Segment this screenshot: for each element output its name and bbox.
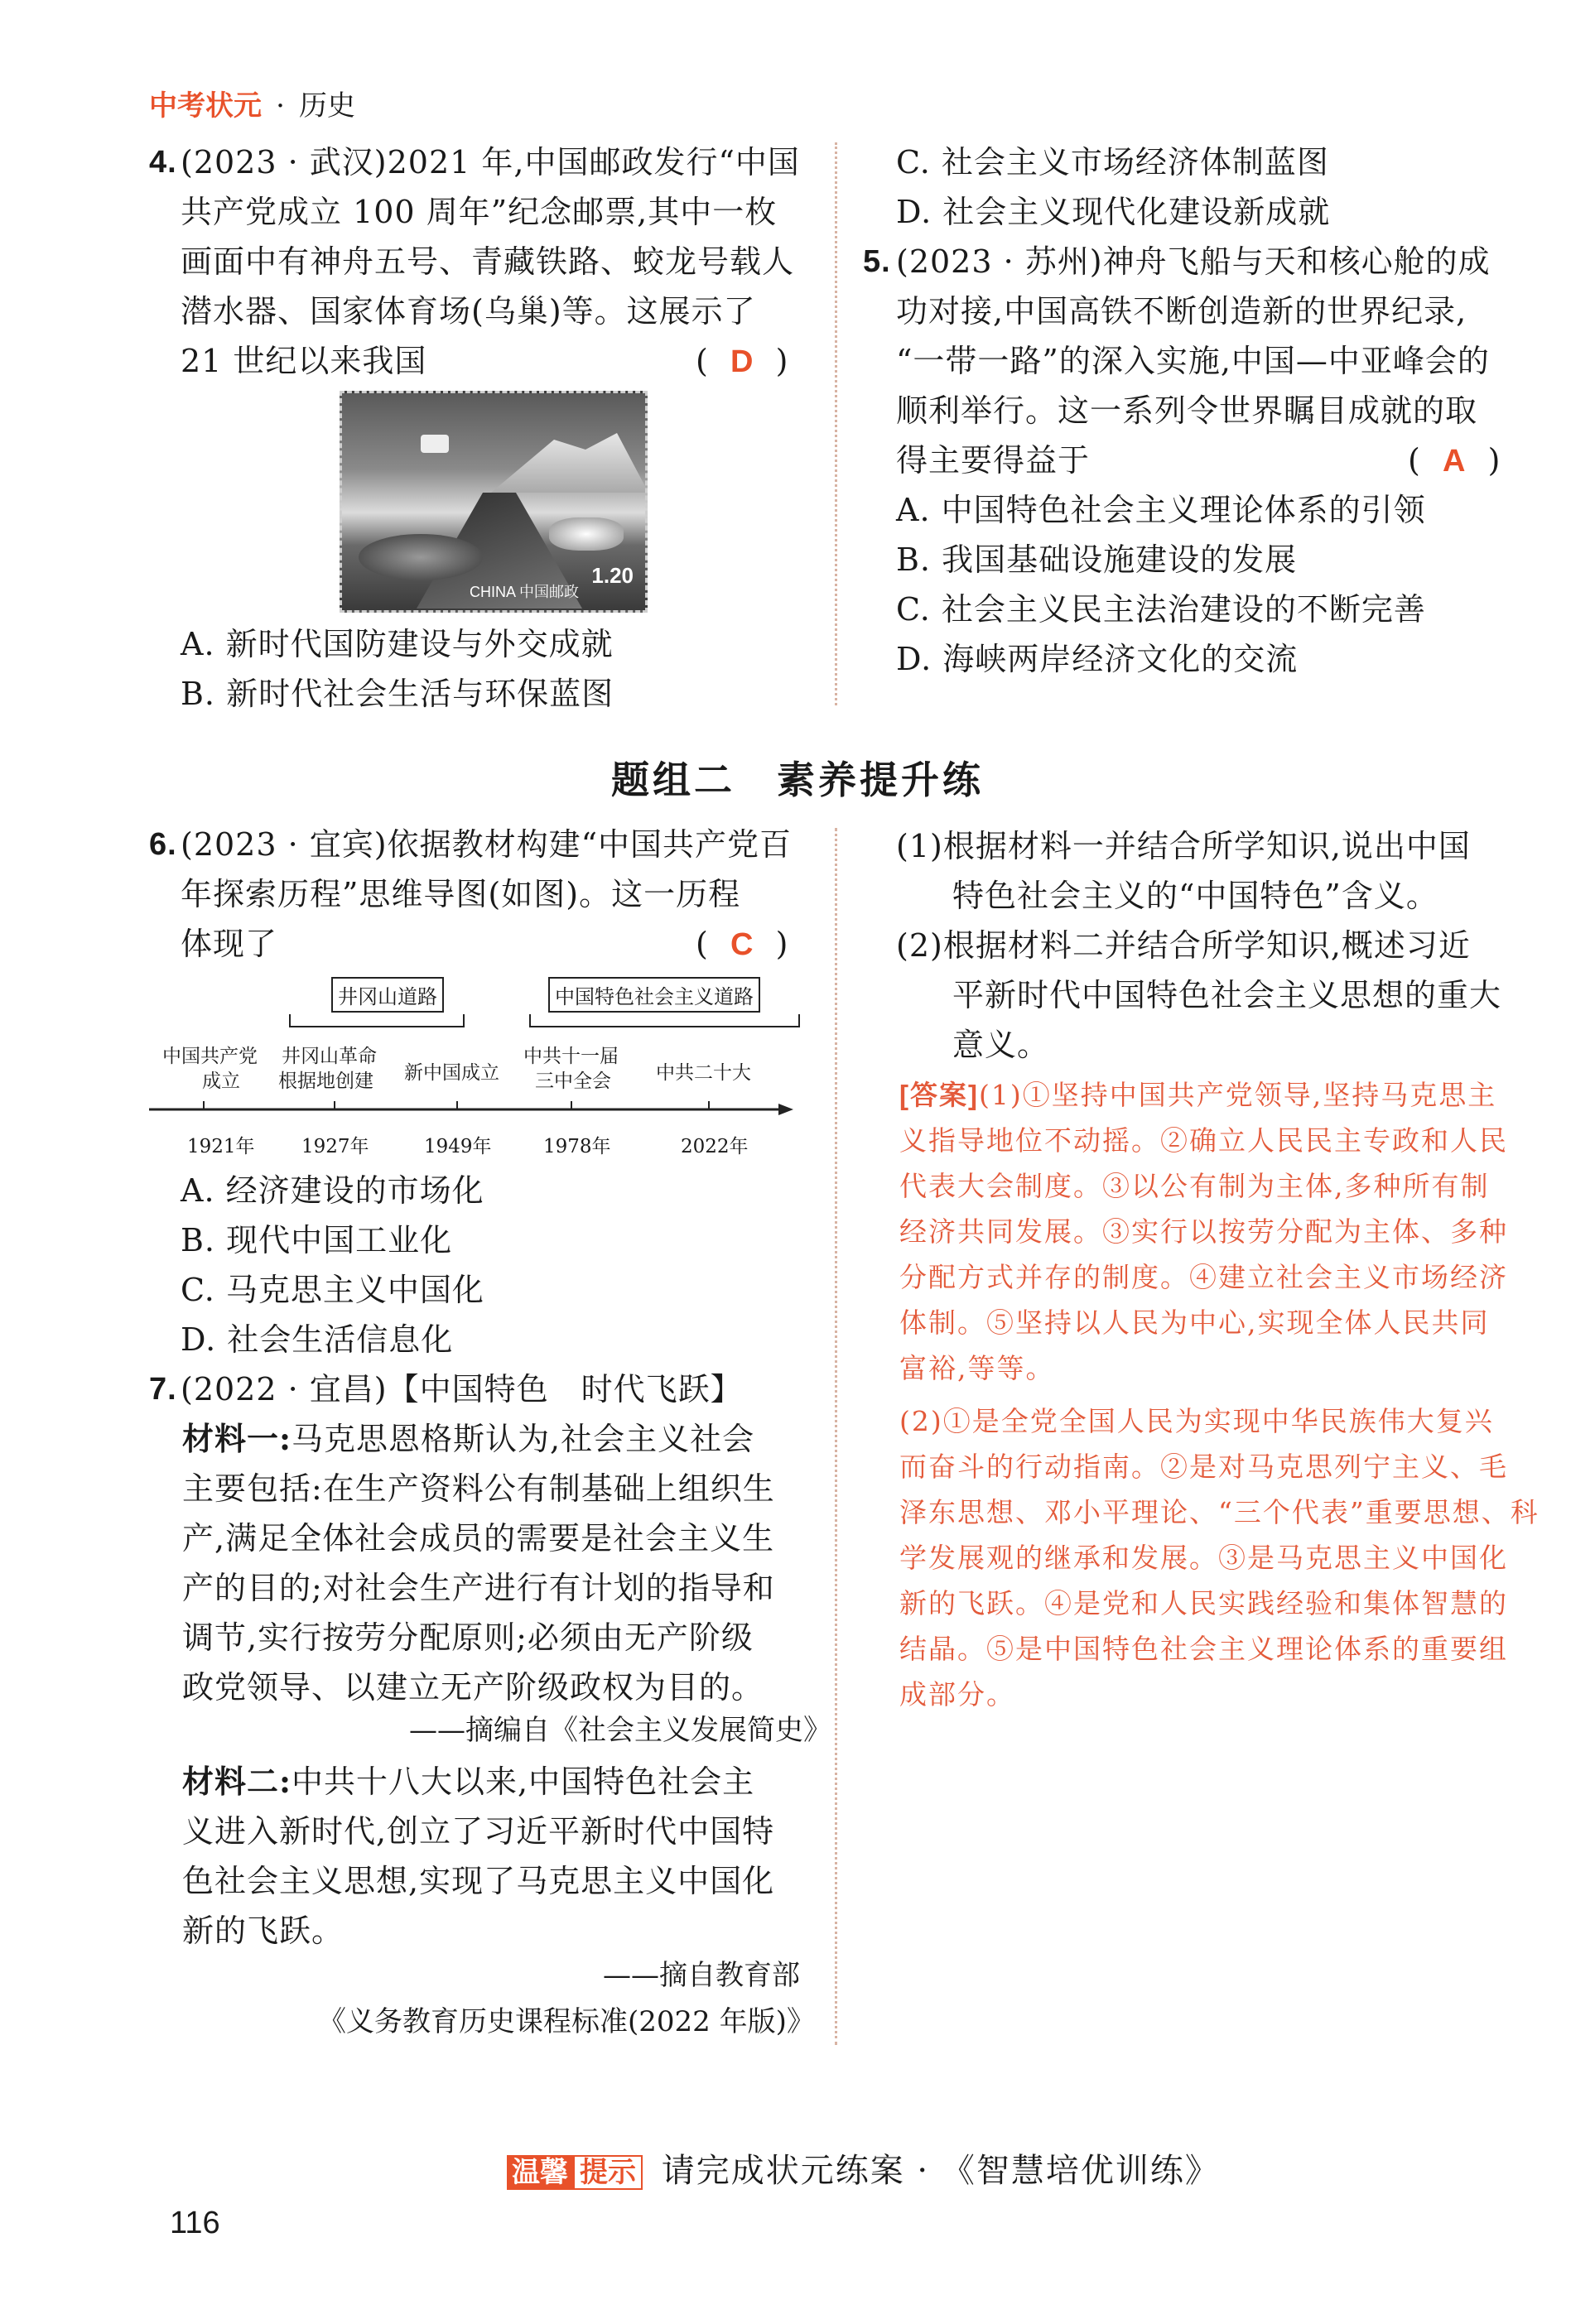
mountain-shape: [491, 426, 648, 493]
answer-text: 成部分。: [899, 1678, 1015, 1711]
question-text: 得主要得益于: [896, 442, 1091, 479]
answer-bracket: ( C ): [696, 926, 789, 962]
timeline-year: 1927年: [301, 1136, 369, 1157]
answer-text: 新的飞跃。④是党和人民实践经验和集体智慧的: [899, 1587, 1508, 1619]
material-2-source-book: 《义务教育历史课程标准(2022 年版)》: [318, 2005, 815, 2038]
stamp-value: 1.20: [591, 563, 634, 588]
option-d: D. 社会主义现代化建设新成就: [896, 194, 1331, 230]
answer-letter: C: [730, 927, 754, 962]
answer-text: 泽东思想、邓小平理论、“三个代表”重要思想、科: [899, 1496, 1540, 1528]
answer-text: 代表大会制度。③以公有制为主体,多种所有制: [899, 1170, 1490, 1202]
option-d: D. 海峡两岸经济文化的交流: [896, 641, 1299, 677]
question-text: “一带一路”的深入实施,中国—中亚峰会的: [896, 343, 1490, 379]
answer-text: 富裕,等等。: [899, 1352, 1055, 1384]
timeline-event-20th: 中共二十大: [656, 1062, 751, 1084]
answer-text: (1)①坚持中国共产党领导,坚持马克思主: [978, 1079, 1497, 1111]
material-1-text: 政党领导、以建立无产阶级政权为目的。: [182, 1669, 764, 1706]
commemorative-stamp-image: [340, 391, 648, 613]
material-2-text: 义进入新时代,创立了习近平新时代中国特: [182, 1813, 775, 1850]
stadium-shape: [359, 534, 483, 580]
footer-text: 请完成状元练案 · 《智慧培优训练》: [661, 2152, 1220, 2190]
sub-question-2-cont: 平新时代中国特色社会主义思想的重大: [952, 977, 1502, 1013]
answer-line: [899, 1073, 1496, 1118]
answer-bracket: ( A ): [1408, 442, 1501, 479]
option-b: B. 我国基础设施建设的发展: [896, 541, 1298, 578]
footer-tip: [507, 2144, 1220, 2192]
material-1-label: 材料一:: [182, 1420, 292, 1457]
option-a: A. 新时代国防建设与外交成就: [181, 626, 614, 662]
material-1-text: 调节,实行按劳分配原则;必须由无产阶级: [182, 1619, 754, 1656]
material-2-text: 中共十八大以来,中国特色社会主: [292, 1763, 755, 1800]
option-a: A. 中国特色社会主义理论体系的引领: [896, 492, 1426, 528]
material-2-label: 材料二:: [182, 1763, 292, 1800]
question-text: 顺利举行。这一系列令世界瞩目成就的取: [896, 392, 1478, 429]
timeline-year: 2022年: [681, 1136, 749, 1157]
option-b: B. 新时代社会生活与环保蓝图: [181, 676, 614, 712]
timeline-event-plenum: 中共十一届: [523, 1046, 619, 1067]
question-heading: (2022 · 宜昌)【中国特色 时代飞跃】: [181, 1371, 743, 1407]
question-number: 4.: [149, 145, 177, 180]
question-number: 5.: [863, 244, 891, 279]
option-b: B. 现代中国工业化: [181, 1222, 453, 1258]
material-1-text: 主要包括:在生产资料公有制基础上组织生: [182, 1470, 775, 1507]
answer-text: 而奋斗的行动指南。②是对马克思列宁主义、毛: [899, 1451, 1508, 1483]
answer-letter: D: [730, 344, 754, 379]
answer-text: (2)①是全党全国人民为实现中华民族伟大复兴: [899, 1405, 1494, 1437]
option-d: D. 社会生活信息化: [181, 1321, 454, 1358]
timeline-event-plenum-2: 三中全会: [535, 1071, 611, 1092]
question-text: 功对接,中国高铁不断创造新的世界纪录,: [896, 293, 1467, 330]
question-text: (2023 · 宜宾)依据教材构建“中国共产党百: [181, 826, 793, 863]
column-divider-top: [835, 142, 837, 705]
option-c: C. 马克思主义中国化: [181, 1272, 484, 1308]
brand-logo: 中考状元: [149, 90, 262, 122]
material-2-line: [182, 1757, 754, 1807]
timeline-year: 1921年: [187, 1136, 255, 1157]
question-text: 体现了: [181, 926, 278, 962]
question-number: 6.: [149, 827, 177, 862]
header-dot: ·: [276, 89, 285, 123]
sub-question-1: (1)根据材料一并结合所学知识,说出中国: [896, 828, 1471, 864]
sub-question-2: (2)根据材料二并结合所学知识,概述习近: [896, 927, 1471, 964]
footer-tag-tip: 提示: [573, 2155, 643, 2190]
answer-bracket: ( D ): [696, 343, 789, 379]
material-2-source: ——摘自教育部: [603, 1959, 800, 1992]
material-2-text: 新的飞跃。: [182, 1913, 345, 1949]
question-text: (2023 · 苏州)神舟飞船与天和核心舱的成: [896, 243, 1491, 280]
submersible-shape: [549, 517, 624, 551]
answer-text: 分配方式并存的制度。④建立社会主义市场经济: [899, 1261, 1508, 1293]
question-text: 共产党成立 100 周年”纪念邮票,其中一枚: [181, 194, 778, 230]
timeline-event-base: 井冈山革命: [282, 1046, 377, 1067]
question-text: 21 世纪以来我国: [181, 343, 427, 379]
option-c: C. 社会主义民主法治建设的不断完善: [896, 591, 1426, 628]
answer-letter: A: [1442, 444, 1467, 479]
answer-text: 结晶。⑤是中国特色社会主义理论体系的重要组: [899, 1633, 1508, 1665]
timeline-event-cpc-founded-2: 成立: [202, 1071, 240, 1092]
answer-text: 经济共同发展。③实行以按劳分配为主体、多种: [899, 1215, 1508, 1248]
timeline-event-base-2: 根据地创建: [278, 1071, 373, 1092]
material-1-text: 产的目的;对社会生产进行有计划的指导和: [182, 1570, 775, 1606]
question-text: 画面中有神舟五号、青藏铁路、蛟龙号载人: [181, 243, 795, 280]
timeline-box-jinggangshan: 井冈山道路: [331, 977, 444, 1013]
answer-text: 义指导地位不动摇。②确立人民民主专政和人民: [899, 1124, 1508, 1157]
timeline-event-prc: 新中国成立: [404, 1062, 499, 1084]
option-a: A. 经济建设的市场化: [181, 1172, 484, 1209]
column-divider-bottom: [835, 828, 837, 2045]
material-1-text: 产,满足全体社会成员的需要是社会主义生: [182, 1520, 775, 1557]
question-text: (2023 · 武汉)2021 年,中国邮政发行“中国: [181, 144, 800, 180]
footer-tag-warm: 温馨: [507, 2155, 573, 2190]
sub-question-2-cont: 意义。: [952, 1027, 1050, 1063]
page-number: 116: [170, 2206, 220, 2240]
timeline-box-socialism-road: 中国特色社会主义道路: [548, 977, 760, 1013]
question-text: 潜水器、国家体育场(乌巢)等。这展示了: [181, 293, 756, 330]
sub-question-1-cont: 特色社会主义的“中国特色”含义。: [952, 878, 1438, 914]
question-number: 7.: [149, 1372, 177, 1407]
page-header: [149, 83, 355, 123]
spacecraft-shape: [421, 435, 449, 453]
answer-text: 体制。⑤坚持以人民为中心,实现全体人民共同: [899, 1306, 1490, 1339]
timeline-year: 1978年: [543, 1136, 611, 1157]
material-1-text: 马克思恩格斯认为,社会主义社会: [292, 1421, 755, 1457]
section-title: 题组二 素养提升练: [611, 758, 984, 801]
timeline-year: 1949年: [424, 1136, 492, 1157]
material-1-source: ——摘编自《社会主义发展简史》: [409, 1714, 831, 1747]
option-c: C. 社会主义市场经济体制蓝图: [896, 144, 1329, 180]
answer-label: [答案]: [899, 1080, 979, 1110]
material-1-line: [182, 1414, 754, 1464]
header-subject: 历史: [299, 89, 355, 123]
answer-text: 学发展观的继承和发展。③是马克思主义中国化: [899, 1542, 1508, 1574]
stamp-country: CHINA 中国邮政: [469, 584, 579, 600]
material-2-text: 色社会主义思想,实现了马克思主义中国化: [182, 1863, 775, 1899]
question-text: 年探索历程”思维导图(如图)。这一历程: [181, 876, 741, 912]
timeline-event-cpc-founded: 中国共产党: [162, 1046, 258, 1067]
